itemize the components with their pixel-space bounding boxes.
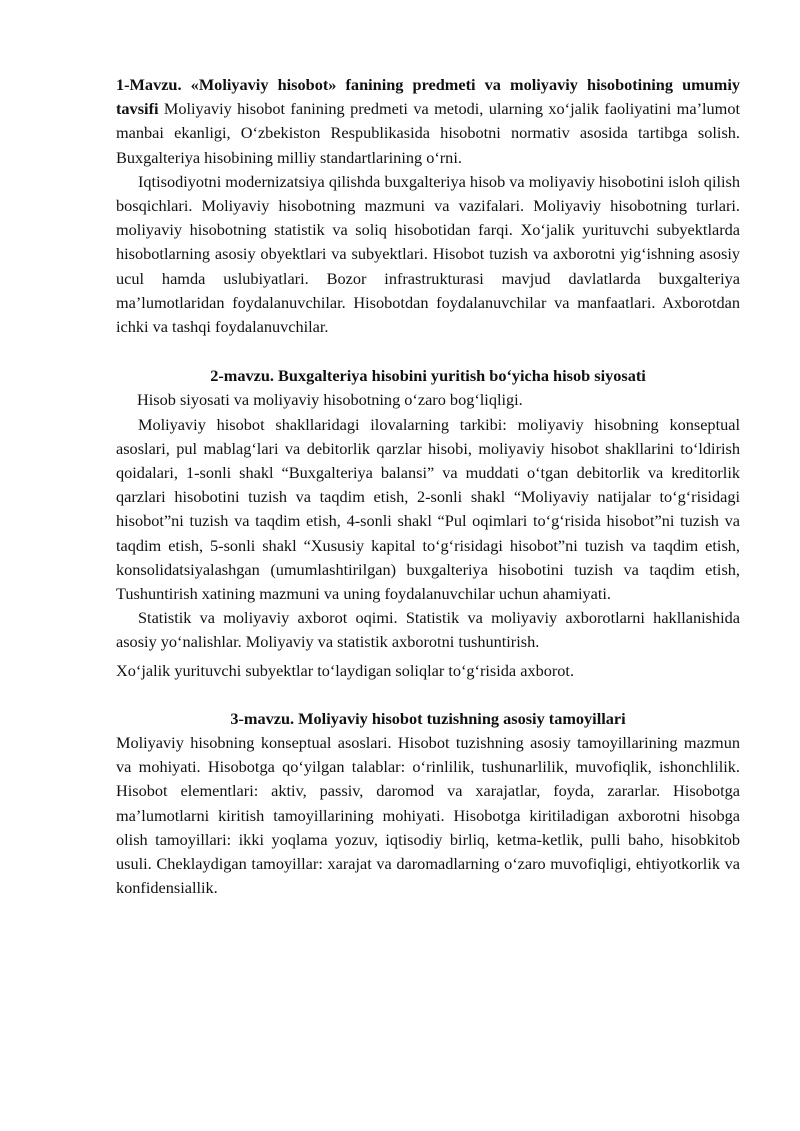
topic3-paragraph-1: Moliyaviy hisobning konseptual asoslari. Hisobot tuzishning asosiy tamoyillarining mazmun va mohiyati. Hisobotga qo‘yilgan talablar: o‘rinlilik, tushunarlilik, muvofiqlik, ishonchlilik. Hisobot elementlari: aktiv, passiv, daromod va xarajatlar, foyda, zararlar. Hisobotga ma’lumotlarni kiritish tamoyillarining mohiyati. Hisobotga kiritiladigan axborotni hisobga olish tamoyillari: ikki yoqlama yozuv, iqtisodiy birliq, ketma-ketlik, pulli baho, hisobkitob usuli. Cheklaydigan tamoyillar: xarajat va daromadlarning o‘zaro muvofiqligi, ehtiyotkorlik va konfidensiallik.: [116, 733, 740, 898]
topic1-heading: 1-Mavzu. «Moliyaviy hisobot» fanining predmeti va moliyaviy hisobotining umumiy tavsifi: [116, 75, 740, 119]
spacer: [116, 339, 740, 364]
topic1-paragraph-2: Iqtisodiyotni modernizatsiya qilishda buxgalteriya hisob va moliyaviy hisobotini isloh qilish bosqichlari. Moliyaviy hisobotning mazmuni va vazifalari. Moliyaviy hisobotning turlari. moliyaviy hisobotning statistik va soliq hisobotidan farqi. Xo‘jalik yurituvchi subyektlarda hisobotlarning asosiy obyektlari va subyektlari. Hisobot tuzish va axborotni yig‘ishning asosiy ucul hamda uslubiyatlari. Bozor infrastrukturasi mavjud davlatlarda buxgalteriya ma’lumotlaridan foydalanuvchilar. Hisobotdan foydalanuvchilar va manfaatlari. Axborotdan ichki va tashqi foydalanuvchilar.: [116, 171, 740, 337]
topic2-paragraph-4: Xo‘jalik yurituvchi subyektlar to‘laydigan soliqlar to‘g‘risida axborot.: [116, 660, 575, 680]
topic2-paragraph-3: Statistik va moliyaviy axborot oqimi. Statistik va moliyaviy axborotlarni hakllanishida asosiy yo‘nalishlar. Moliyaviy va statistik axborotni tushuntirish.: [116, 608, 740, 652]
topic2-heading: 2-mavzu. Buxgalteriya hisobini yuritish bo‘yicha hisob siyosati: [210, 366, 646, 386]
document-page: [116, 73, 740, 901]
topic2-paragraph-2: Moliyaviy hisobot shakllaridagi ilovalarning tarkibi: moliyaviy hisobning konseptual asoslari, pul mablag‘lari va debitorlik qarzlar hisobi, moliyaviy hisobot shakllarini to‘ldirish qoidalari, 1-sonli shakl “Buxgalteriya balansi” va muddati o‘tgan debitorlik va kreditorlik qarzlari hisobotini tuzish va taqdim etish, 2-sonli shakl “Moliyaviy natijalar to‘g‘risidagi hisobot”ni tuzish va taqdim etish, 4-sonli shakl “Pul oqimlari to‘g‘risida hisobot”ni tuzish va taqdim etish, 5-sonli shakl “Xususiy kapital to‘g‘risidagi hisobot”ni tuzish va taqdim etish, konsolidatsiyalashgan (umumlashtirilgan) buxgalteriya hisobotini tuzish va taqdim etish, Tushuntirish xatining mazmuni va uning foydalanuvchilar uchun ahamiyati.: [116, 414, 740, 604]
topic2-paragraph-1: Hisob siyosati va moliyaviy hisobotning o‘zaro bog‘liqligi.: [137, 390, 523, 410]
topic1-body-intro: Moliyaviy hisobot fanining predmeti va metodi, ularning xo‘jalik faoliyatini ma’lumot manbai ekanligi, O‘zbekiston Respublikasida hisobotni normativ asosida tartibga solish. Buxgalteriya hisobining milliy standartlarining o‘rni.: [116, 99, 740, 167]
topic3-heading: 3-mavzu. Moliyaviy hisobot tuzishning asosiy tamoyillari: [230, 708, 626, 728]
spacer: [116, 683, 740, 707]
topic1-intro-paragraph: [116, 73, 740, 170]
